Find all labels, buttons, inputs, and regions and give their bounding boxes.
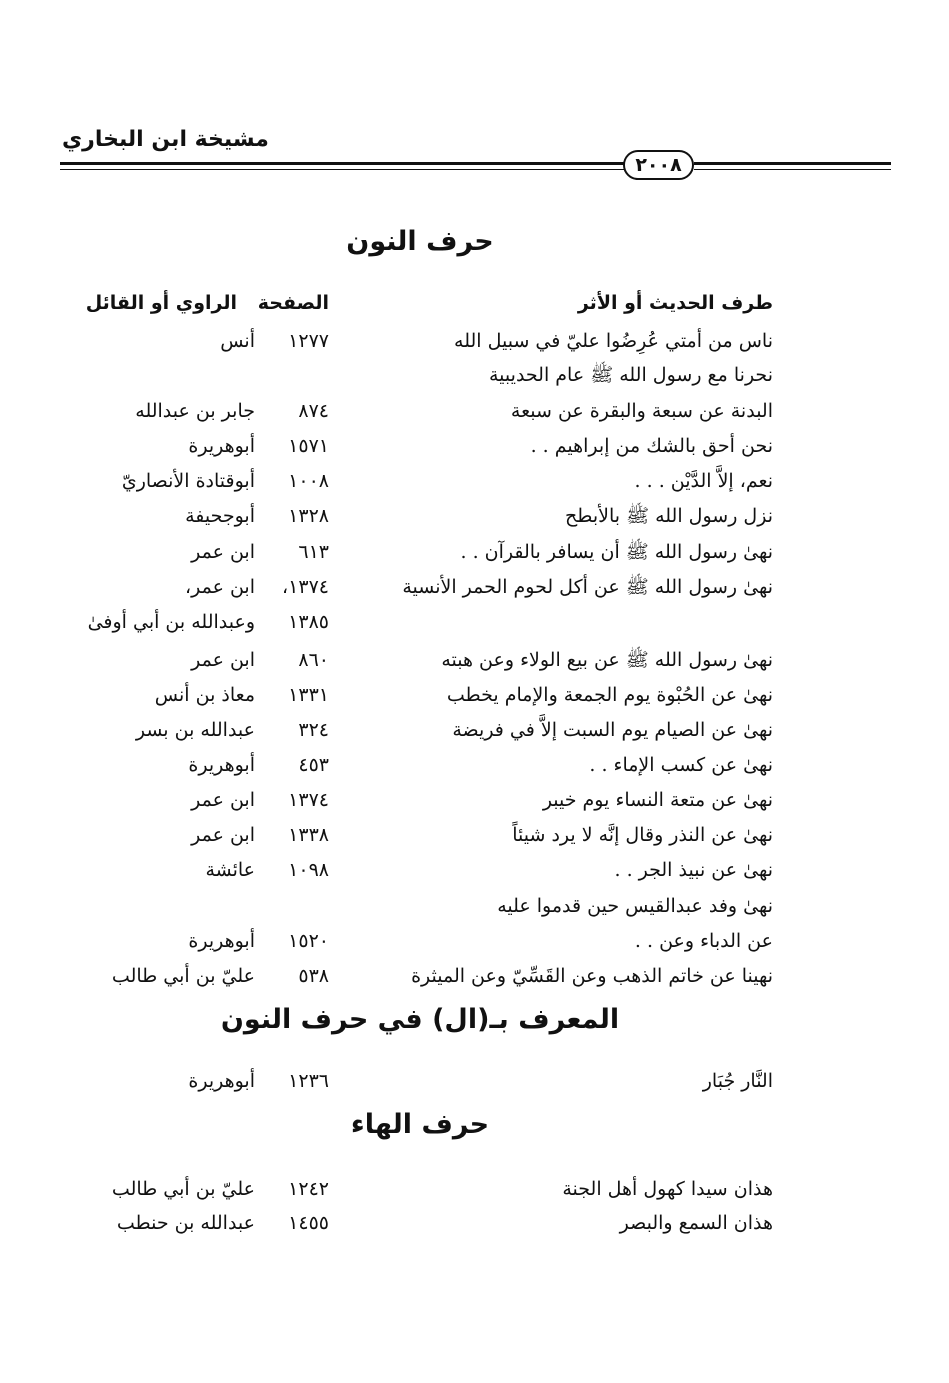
- index-row: [0, 324, 949, 358]
- hadith-text: نهىٰ رسول الله ﷺ عن بيع الولاء وعن هبته: [441, 649, 773, 671]
- index-row: [0, 959, 949, 993]
- page-ref: ١٠٩٨: [288, 859, 329, 881]
- index-row: [0, 713, 949, 747]
- page-number: ٢٠٠٨: [635, 153, 682, 176]
- hadith-text: عن الدباء وعن . .: [634, 930, 773, 952]
- narrator-name: ابن عمر: [191, 649, 255, 671]
- page-ref: ١٣٢٨: [288, 505, 329, 527]
- index-row: [0, 1172, 949, 1206]
- narrator-name: عليّ بن أبي طالب: [111, 1178, 255, 1200]
- section-heading-noon-defined: المعرف بـ(ال) في حرف النون: [220, 1004, 620, 1035]
- page-ref: ١٤٥٥: [288, 1212, 329, 1234]
- hadith-text: نهىٰ رسول الله ﷺ عن أكل لحوم الحمر الأنسية: [402, 576, 773, 598]
- index-row: [0, 464, 949, 498]
- index-row: [0, 643, 949, 677]
- hadith-text: نعم، إلاَّ الدَّيْن . . .: [634, 470, 773, 492]
- narrator-name: أبوهريرة: [188, 1070, 255, 1092]
- hadith-text: نهىٰ عن الحُبْوة يوم الجمعة والإمام يخطب: [446, 684, 773, 706]
- hadith-text: نهىٰ وفد عبدالقيس حين قدموا عليه: [497, 895, 773, 917]
- narrator-name: ابن عمر،: [184, 576, 255, 598]
- narrator-name: أبوهريرة: [188, 930, 255, 952]
- page-ref: ١٢٧٧: [288, 330, 329, 352]
- page-ref: ١٢٤٢: [288, 1178, 329, 1200]
- hadith-text: هذان السمع والبصر: [619, 1212, 773, 1234]
- hadith-text: نهىٰ عن متعة النساء يوم خيبر: [542, 789, 773, 811]
- index-row: [0, 570, 949, 604]
- page-ref: ١٥٢٠: [288, 930, 329, 952]
- hadith-text: ناس من أمتي عُرِضُوا عليّ في سبيل الله: [454, 330, 773, 352]
- index-row: [0, 394, 949, 428]
- column-header-page: الصفحة: [257, 292, 329, 314]
- narrator-name: ابن عمر: [191, 789, 255, 811]
- index-row: [0, 678, 949, 712]
- narrator-name: جابر بن عبدالله: [135, 400, 255, 422]
- page-ref: ٥٣٨: [298, 965, 329, 987]
- index-row: [0, 535, 949, 569]
- narrator-name: عائشة: [205, 859, 255, 881]
- hadith-text: نهينا عن خاتم الذهب وعن القَسِّيّ وعن الميثرة: [411, 965, 773, 987]
- hadith-text: البدنة عن سبعة والبقرة عن سبعة: [510, 400, 773, 422]
- section-heading-haa: حرف الهاء: [350, 1109, 490, 1140]
- hadith-text: نهىٰ عن النذر وقال إنَّه لا يرد شيئاً: [512, 824, 773, 846]
- narrator-name: ابن عمر: [191, 824, 255, 846]
- index-row: [0, 358, 949, 392]
- index-row: [0, 605, 949, 639]
- hadith-text: نهىٰ رسول الله ﷺ أن يسافر بالقرآن . .: [460, 541, 773, 563]
- narrator-name: عبدالله بن بسر: [135, 719, 255, 741]
- page-ref: ١٠٠٨: [288, 470, 329, 492]
- hadith-text: نهىٰ عن الصيام يوم السبت إلاَّ في فريضة: [452, 719, 773, 741]
- narrator-name: عبدالله بن حنطب: [116, 1212, 255, 1234]
- page-ref: ١٣٨٥: [288, 611, 329, 633]
- page-ref: ١٢٣٦: [288, 1070, 329, 1092]
- hadith-text: نهىٰ عن نبيذ الجر . .: [614, 859, 773, 881]
- page-ref: ٤٥٣: [298, 754, 329, 776]
- index-row: [0, 1206, 949, 1240]
- index-row: [0, 853, 949, 887]
- page-ref: ٦١٣: [298, 541, 329, 563]
- page-ref: ١٣٣١: [288, 684, 329, 706]
- hadith-text: نحن أحق بالشك من إبراهيم . .: [530, 435, 773, 457]
- page-ref: ٨٧٤: [298, 400, 329, 422]
- index-row: [0, 924, 949, 958]
- narrator-name: أبوهريرة: [188, 754, 255, 776]
- page-ref: ١٣٧٤: [288, 789, 329, 811]
- column-header-narrator: الراوي أو القائل: [85, 292, 237, 314]
- narrator-name: وعبدالله بن أبي أوفىٰ: [87, 611, 255, 633]
- page-ref: ١٣٣٨: [288, 824, 329, 846]
- index-row: [0, 818, 949, 852]
- narrator-name: أبوهريرة: [188, 435, 255, 457]
- hadith-text: النَّار جُبَار: [702, 1070, 773, 1092]
- hadith-text: نزل رسول الله ﷺ بالأبطح: [565, 505, 773, 527]
- page-ref: ٣٢٤: [298, 719, 329, 741]
- index-row: [0, 748, 949, 782]
- index-row: [0, 429, 949, 463]
- hadith-text: نحرنا مع رسول الله ﷺ عام الحديبية: [489, 364, 773, 386]
- page-ref: ٨٦٠: [298, 649, 329, 671]
- narrator-name: معاذ بن أنس: [154, 684, 255, 706]
- narrator-name: عليّ بن أبي طالب: [111, 965, 255, 987]
- hadith-text: هذان سيدا كهول أهل الجنة: [562, 1178, 773, 1200]
- narrator-name: أنس: [220, 330, 255, 352]
- index-row: [0, 499, 949, 533]
- index-row: [0, 1064, 949, 1098]
- narrator-name: أبوجحيفة: [185, 505, 255, 527]
- column-header-hadith: طرف الحديث أو الأثر: [577, 292, 773, 314]
- running-title: مشيخة ابن البخاري: [62, 127, 269, 152]
- narrator-name: أبوقتادة الأنصاريّ: [121, 470, 255, 492]
- narrator-name: ابن عمر: [191, 541, 255, 563]
- index-row: [0, 783, 949, 817]
- index-row: [0, 889, 949, 923]
- page-ref: ١٣٧٤،: [282, 576, 329, 598]
- hadith-text: نهىٰ عن كسب الإماء . .: [589, 754, 773, 776]
- page-ref: ١٥٧١: [288, 435, 329, 457]
- section-heading-noon: حرف النون: [346, 226, 494, 257]
